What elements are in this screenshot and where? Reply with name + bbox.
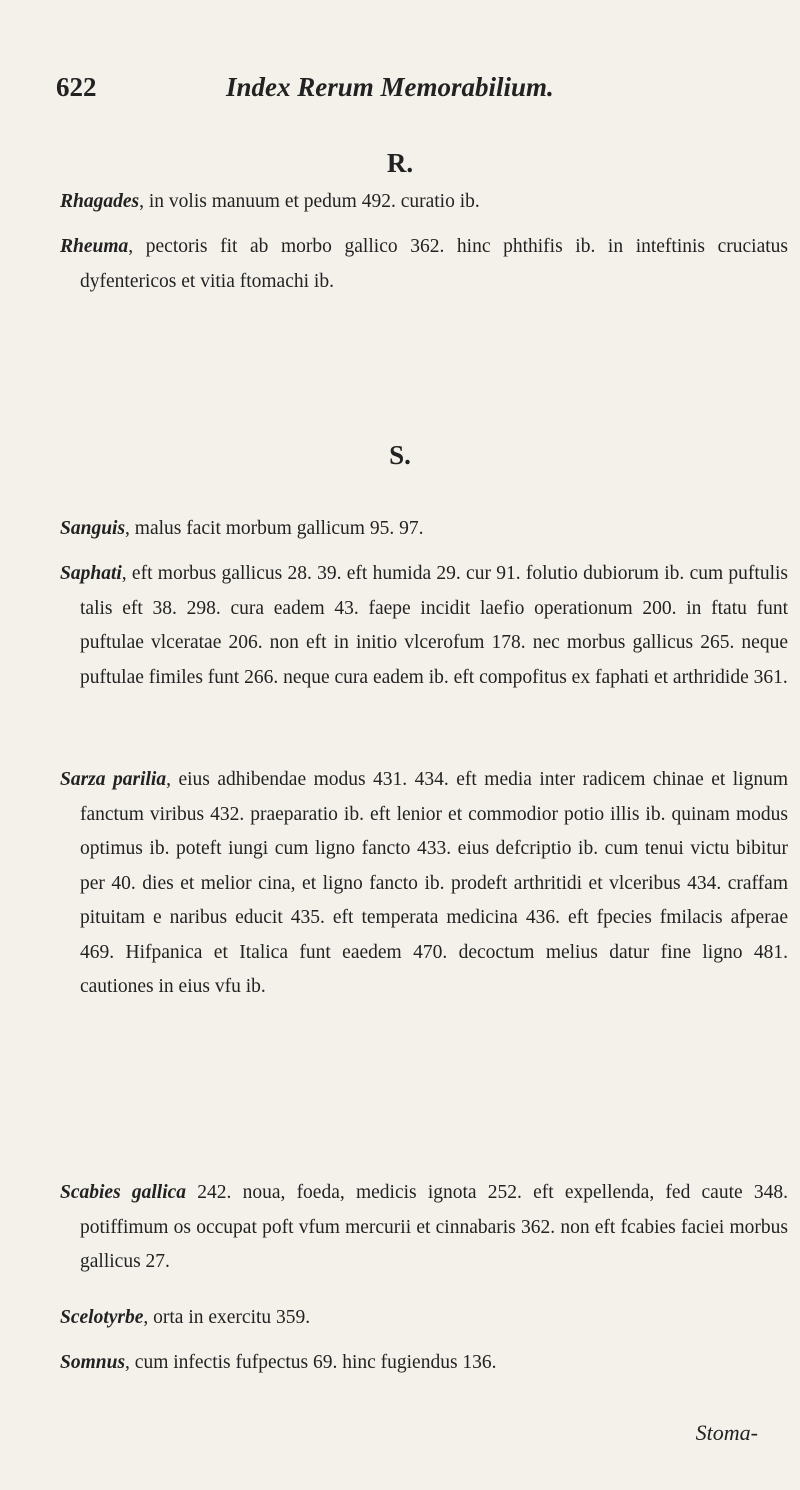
entry-text: , malus facit morbum gallicum 95. 97. [125,518,424,539]
entry-term: Sarza parilia [60,769,167,790]
entry-text: , eius adhibendae modus 431. 434. eft media inter radicem chinae et lignum fanctum viribus 432. praeparatio ib. eft lenior et commodior potio illis ib. quinam modus optimus ib. poteft iungi cum ligno fancto 433. eius defcriptio ib. cum tenui victu bibitur per 40. dies et melior cina, et ligno fancto ib. prodeft arthritidi et vlceribus 434. craffam pituitam e naribus educit 435. eft temperata medicina 436. eft fpecies fmilacis afperae 469. Hifpanica et Italica funt eaedem 470. decoctum melius datur fine ligno 481. cautiones in eius vfu ib. [80,769,788,997]
catchword: Stoma- [695,1420,758,1445]
index-entry-scelotyrbe [60,1301,788,1336]
page-number: 622 [56,72,97,102]
running-title: Index Rerum Memorabilium. [226,72,554,102]
entry-term: Scabies gallica [60,1182,187,1203]
page-header [56,72,760,112]
entry-text: , eft morbus gallicus 28. 39. eft humida 29. cur 91. folutio dubiorum ib. cum puftulis talis eft 38. 298. cura eadem 43. faepe incidit laefio operationum 200. in ftatu funt puftulae vlceratae 206. non eft in initio vlcerofum 178. nec morbus gallicus 265. neque puftulae fimiles funt 266. neque cura eadem ib. eft compofitus ex faphati et arthridide 361. [80,563,788,688]
index-entry-sanguis [60,512,788,547]
entry-text: 242. noua, foeda, medicis ignota 252. eft expellenda, fed caute 348. potiffimum os occupat poft vfum mercurii et cinnabaris 362. non eft fcabies faciei morbus gallicus 27. [80,1182,788,1272]
index-entry-somnus [60,1346,788,1381]
index-entry-rheuma [60,230,788,299]
index-entry-scabies-gallica [60,1176,788,1280]
entry-text: , orta in exercitu 359. [143,1307,311,1328]
index-entry-rhagades [60,185,788,220]
entry-text: , in volis manuum et pedum 492. curatio ib. [139,191,480,212]
entry-term: Somnus [60,1352,126,1373]
section-letter-r: R. [386,148,414,178]
index-entry-saphati [60,557,788,695]
entry-term: Sanguis [60,518,126,539]
entry-term: Rhagades [60,191,140,212]
section-letter-s: S. [389,440,411,470]
entry-text: , pectoris fit ab morbo gallico 362. hinc phthifis ib. in inteftinis cruciatus dyfentericos et vitia ftomachi ib. [80,236,788,292]
entry-term: Scelotyrbe [60,1307,144,1328]
entry-text: , cum infectis fufpectus 69. hinc fugiendus 136. [125,1352,497,1373]
entry-term: Saphati [60,563,122,584]
index-entry-sarza-parilia [60,763,788,1005]
entry-term: Rheuma [60,236,129,257]
